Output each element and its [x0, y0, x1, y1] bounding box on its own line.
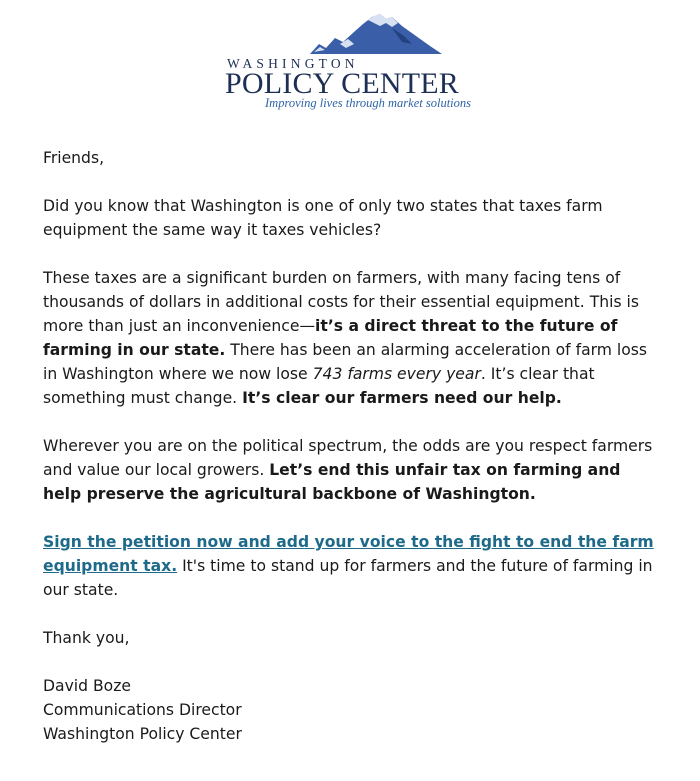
- p2-bold-1: it’s a direct threat to the future of farming in our state.: [43, 317, 618, 359]
- email-body: [43, 146, 663, 746]
- p4-text-1: It's time to stand up for farmers and the future of farming in our state.: [43, 557, 653, 599]
- p3-text-1: Wherever you are on the political spectrum, the odds are you respect farmers and value our local growers.: [43, 437, 653, 479]
- petition-link[interactable]: Sign the petition now and add your voice to the fight to end the farm equipment tax.: [43, 533, 654, 575]
- p3-bold-1: Let’s end this unfair tax on farming and help preserve the agricultural backbone of Washington.: [43, 461, 621, 503]
- paragraph-3: [43, 434, 663, 506]
- signature-title: Communications Director: [43, 701, 242, 719]
- logo-policy-center-text: POLICY CENTER: [225, 67, 459, 100]
- signature-org: Washington Policy Center: [43, 725, 242, 743]
- paragraph-4: [43, 530, 663, 602]
- p2-text-3: . It’s clear that something must change.: [43, 365, 595, 407]
- logo-washington-text: WASHINGTON: [227, 56, 359, 71]
- logo-tagline: Improving lives through market solutions: [265, 96, 471, 110]
- closing: Thank you,: [43, 629, 130, 647]
- greeting: Friends,: [43, 149, 105, 167]
- paragraph-1: Did you know that Washington is one of only two states that taxes farm equipment the same way it taxes vehicles?: [43, 197, 603, 239]
- p2-text-1: These taxes are a significant burden on farmers, with many facing tens of thousands of dollars in additional costs for their essential equipment. This is more than just an inconvenience—: [43, 269, 639, 335]
- p2-text-2: There has been an alarming acceleration of farm loss in Washington where we now lose: [43, 341, 648, 383]
- wpc-logo: [222, 14, 484, 114]
- signature-name: David Boze: [43, 677, 131, 695]
- p2-bold-2: It’s clear our farmers need our help.: [242, 389, 562, 407]
- p2-italic-stat: 743 farms every year: [312, 365, 481, 383]
- paragraph-2: [43, 266, 663, 410]
